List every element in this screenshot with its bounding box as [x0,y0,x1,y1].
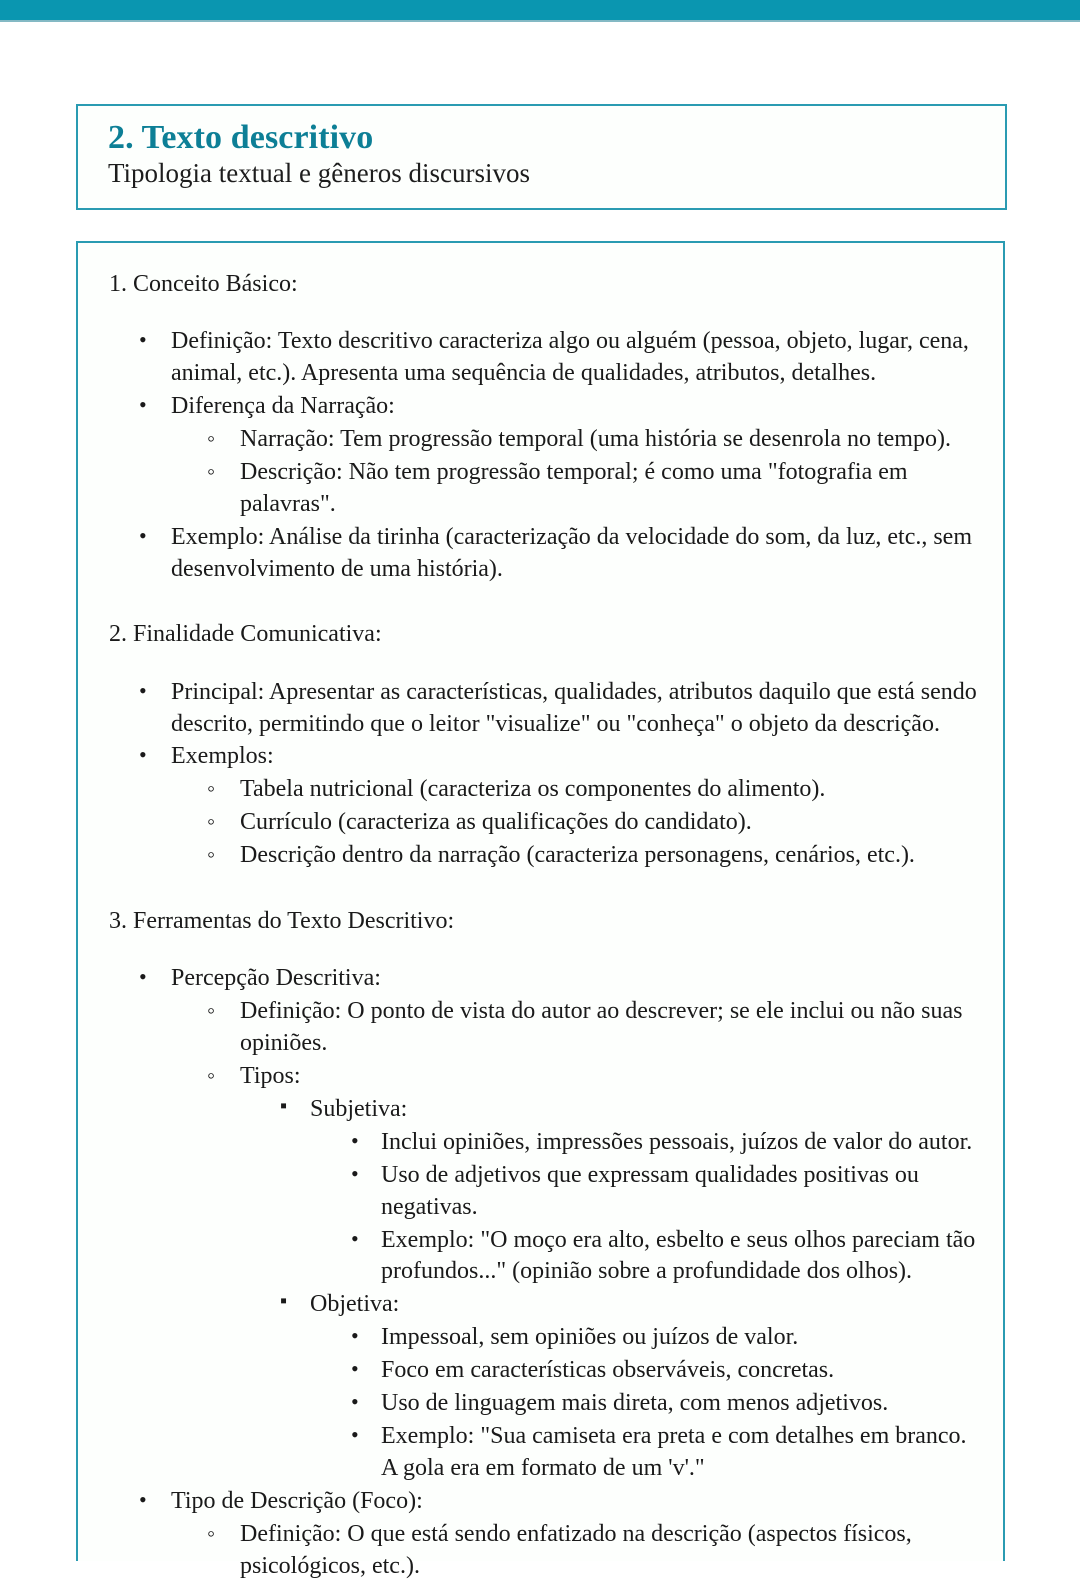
bullet-list-level-2 [205,1519,977,1582]
list-item [205,996,977,1060]
list-item-text: ◦ Currículo (caracteriza as qualificações do candidato). [240,809,752,836]
section-heading: 2. Finalidade Comunicativa: [109,621,382,648]
bullet-list-level-1 [136,326,977,585]
bullet-list-level-2 [205,424,977,521]
list-item-text: • Exemplo: "Sua camiseta era preta e com detalhes em branco. A gola era em formato de um 'v'." [381,1422,967,1481]
list-item-text: • Percepção Descritiva: [171,965,381,992]
list-item-text: • Uso de linguagem mais direta, com menos adjetivos. [381,1390,889,1417]
list-item [348,1322,977,1354]
list-item-text: ◦ Descrição dentro da narração (caracteriza personagens, cenários, etc.). [240,842,915,869]
list-item-text: • Exemplos: [171,743,274,770]
list-item-text: • Principal: Apresentar as características, qualidades, atributos daquilo que está sendo descrito, permitindo que o leitor "visualize" ou "conheça" o objeto da descrição. [171,678,977,737]
top-accent-band [0,0,1080,20]
page-title: 2. Texto descritivo [108,119,374,156]
page-subtitle: Tipologia textual e gêneros discursivos [108,158,530,189]
list-item-text: • Tipo de Descrição (Foco): [171,1487,423,1514]
list-item [348,1127,977,1159]
list-item-text: • Exemplo: "O moço era alto, esbelto e seus olhos pareciam tão profundos..." (opinião sobre a profundidade dos olhos). [381,1226,976,1285]
list-item [348,1421,977,1485]
list-item [205,840,977,872]
content-card [76,241,1005,1579]
list-item [136,741,977,872]
list-item-text: • Inclui opiniões, impressões pessoais, juízos de valor do autor. [381,1128,973,1155]
bullet-list-level-1 [136,677,977,872]
list-item-text: ▪ Objetiva: [310,1291,400,1318]
section-heading: 1. Conceito Básico: [109,271,298,297]
list-item-text: • Foco em características observáveis, concretas. [381,1357,835,1384]
list-item-text: • Exemplo: Análise da tirinha (caracterização da velocidade do som, da luz, etc., sem desenvolvimento de uma história). [171,523,972,582]
content-body [109,269,977,1582]
list-item [136,963,977,1485]
list-item-text: ◦ Tipos: [240,1062,301,1089]
bullet-list-level-4 [348,1322,977,1485]
bullet-list-level-2 [205,996,977,1485]
list-item-text: ◦ Definição: O que está sendo enfatizado na descrição (aspectos físicos, psicológicos, etc.). [240,1520,912,1579]
list-item [205,457,977,521]
list-item [205,424,977,456]
list-item-text: • Diferença da Narração: [171,393,395,419]
list-item-text: • Definição: Texto descritivo caracteriza algo ou alguém (pessoa, objeto, lugar, cena, animal, etc.). Apresenta uma sequência de qualidades, atributos, detalhes. [171,328,969,387]
list-item-text: ◦ Descrição: Não tem progressão temporal; é como uma "fotografia em palavras". [240,458,908,517]
list-item [205,774,977,806]
list-item [136,391,977,521]
list-item-text: • Uso de adjetivos que expressam qualidades positivas ou negativas. [381,1161,919,1220]
list-item [348,1225,977,1289]
list-item [348,1355,977,1387]
list-item-text: ◦ Narração: Tem progressão temporal (uma história se desenrola no tempo). [240,425,951,452]
list-item [136,522,977,586]
list-item [348,1388,977,1420]
bullet-list-level-2 [205,774,977,872]
bullet-list-level-1 [136,963,977,1582]
top-accent-band-shadow [0,20,1080,22]
list-item [348,1160,977,1224]
list-item [205,1061,977,1485]
bullet-list-level-4 [348,1127,977,1289]
list-item-text: ▪ Subjetiva: [310,1095,408,1122]
section-heading: 3. Ferramentas do Texto Descritivo: [109,908,455,935]
list-item-text: ◦ Tabela nutricional (caracteriza os componentes do alimento). [240,776,826,803]
list-item-text: • Impessoal, sem opiniões ou juízos de valor. [381,1324,799,1351]
list-item-text: ◦ Definição: O ponto de vista do autor ao descrever; se ele inclui ou não suas opiniões. [240,998,963,1057]
title-card [76,104,1007,210]
bullet-list-level-3 [278,1094,977,1485]
list-item [205,807,977,839]
list-item [136,1486,977,1582]
list-item [205,1519,977,1582]
list-item [136,326,977,390]
list-item [136,677,977,741]
list-item [278,1289,977,1484]
list-item [278,1094,977,1288]
